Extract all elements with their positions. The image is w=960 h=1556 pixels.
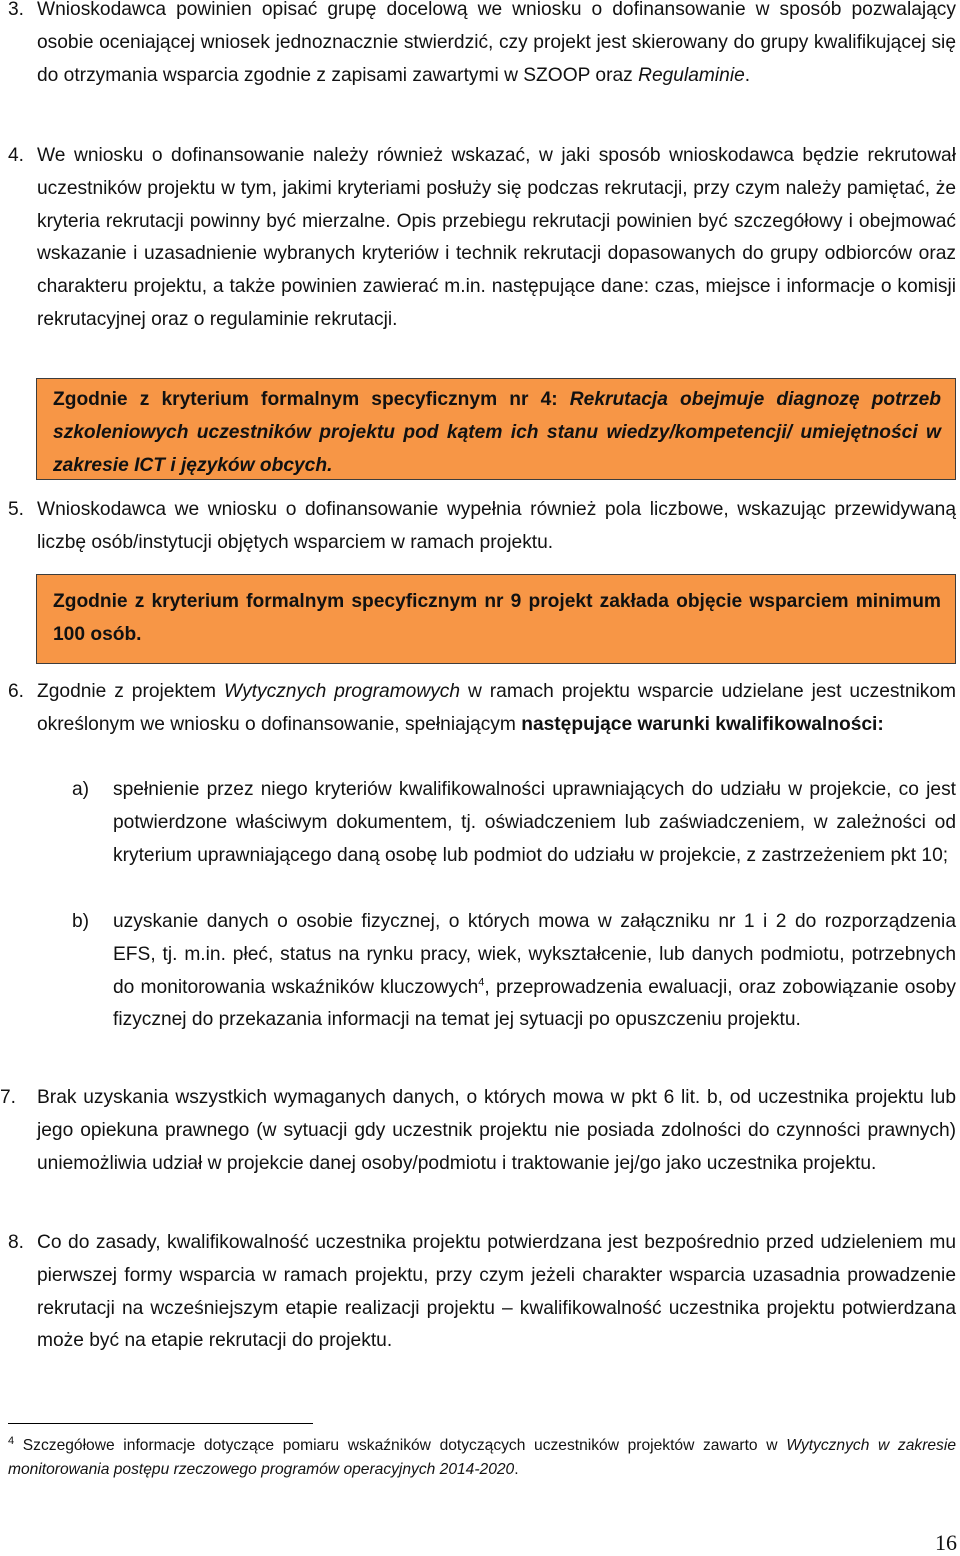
list-item-6: [8, 676, 956, 742]
item-number: 8.: [8, 1232, 25, 1253]
sub-item-a: [72, 774, 956, 872]
page-number: 16: [935, 1530, 957, 1555]
list-item-4: [8, 140, 956, 337]
list-item-8: [8, 1227, 956, 1358]
sub-item-letter: a): [72, 779, 90, 800]
item-number: 4.: [8, 145, 25, 166]
item-text: Wnioskodawca we wniosku o dofinansowanie wypełnia również pola liczbowe, wskazując przewidywaną liczbę osób/instytucji objętych wsparciem w ramach projektu.: [37, 499, 956, 553]
criterion-text: Zgodnie z kryterium formalnym specyficznym nr 4: Rekrutacja obejmuje diagnozę potrzeb szkoleniowych uczestników projektu pod kątem ich stanu wiedzy/kompetencji/ umiejętności w zakresie ICT i języków obcych.: [53, 389, 941, 476]
item-number: 5.: [8, 499, 25, 520]
sub-item-b: [72, 906, 956, 1037]
criterion-text: Zgodnie z kryterium formalnym specyficznym nr 9 projekt zakłada objęcie wsparciem minimum 100 osób.: [53, 591, 941, 645]
list-item-7: [0, 1082, 956, 1180]
footnote-marker: 4: [8, 1434, 15, 1447]
item-number: 7.: [0, 1087, 17, 1108]
footnote: $^4$ Szczegółowe informacje dotyczące pomiaru wskaźników dotyczących uczestników projektów zawarto w Wytycznych w zakresie monitorowania postępu rzeczowego programów operacyjnych 2014-2020.: [8, 1434, 956, 1478]
item-text: Zgodnie z projektem Wytycznych programowych w ramach projektu wsparcie udzielane jest uczestnikom określonym we wniosku o dofinansowanie, spełniającym następujące warunki kwalifikowalności:: [37, 681, 957, 735]
sub-item-letter: b): [72, 911, 90, 932]
item-text: We wniosku o dofinansowanie należy również wskazać, w jaki sposób wnioskodawca będzie rekrutował uczestników projektu w tym, jakimi kryteriami posłuży się podczas rekrutacji, przy czym należy pamiętać, że kryteria rekrutacji powinny być mierzalne. Opis przebiegu rekrutacji powinien być szczegółowy i obejmować wskazanie i uzasadnienie wybranych kryteriów i technik rekrutacji dopasowanych do grupy odbiorców oraz charakteru projektu, a także powinien zawierać m.in. następujące dane: czas, miejsce i informacje o komisji rekrutacyjnej oraz o regulaminie rekrutacji.: [37, 145, 956, 330]
criterion-box-4: [36, 378, 956, 480]
sub-item-text: spełnienie przez niego kryteriów kwalifikowalności uprawniających do udziału w projekcie, co jest potwierdzone właściwym dokumentem, tj. oświadczeniem lub zaświadczeniem, w zależności od kryterium uprawniającego daną osobę lub podmiot do udziału w projekcie, z zastrzeżeniem pkt 10;: [113, 779, 956, 866]
footnote-ref: 4: [478, 976, 485, 989]
list-item-3: [8, 0, 956, 92]
item-number: 6.: [8, 681, 25, 702]
item-text: Wnioskodawca powinien opisać grupę docelową we wniosku o dofinansowanie w sposób pozwalający osobie oceniającej wniosek jednoznacznie stwierdzić, czy projekt jest skierowany do grupy kwalifikującej się do otrzymania wsparcia zgodnie z zapisami zawartymi w SZOOP oraz Regulaminie.: [37, 0, 956, 86]
sub-item-text: uzyskanie danych o osobie fizycznej, o których mowa w załączniku nr 1 i 2 do rozporządzenia EFS, tj. m.in. płeć, status na rynku pracy, wiek, wykształcenie, lub danych podmiotu, potrzebnych do monitorowania wskaźników kluczowych$^4$, przeprowadzenia ewaluacji, oraz zobowiązanie osoby fizycznej do przekazania informacji na temat jej sytuacji po opuszczeniu projektu.: [113, 911, 956, 1031]
item-text: Co do zasady, kwalifikowalność uczestnika projektu potwierdzana jest bezpośrednio przed udzieleniem mu pierwszej formy wsparcia w ramach projektu, przy czym jeżeli charakter wsparcia uzasadnia prowadzenie rekrutacji na wcześniejszym etapie realizacji projektu – kwalifikowalność uczestnika projektu potwierdzana może być na etapie rekrutacji do projektu.: [37, 1232, 956, 1352]
footnote-separator: [8, 1423, 313, 1424]
item-text: Brak uzyskania wszystkich wymaganych danych, o których mowa w pkt 6 lit. b, od uczestnika projektu lub jego opiekuna prawnego (w sytuacji gdy uczestnik projektu nie posiada zdolności do czynności prawnych) uniemożliwia udział w projekcie danej osoby/podmiotu i traktowanie jej/go jako uczestnika projektu.: [37, 1087, 956, 1174]
criterion-box-9: [36, 574, 956, 664]
item-number: 3.: [8, 0, 25, 20]
list-item-5: [8, 494, 956, 560]
